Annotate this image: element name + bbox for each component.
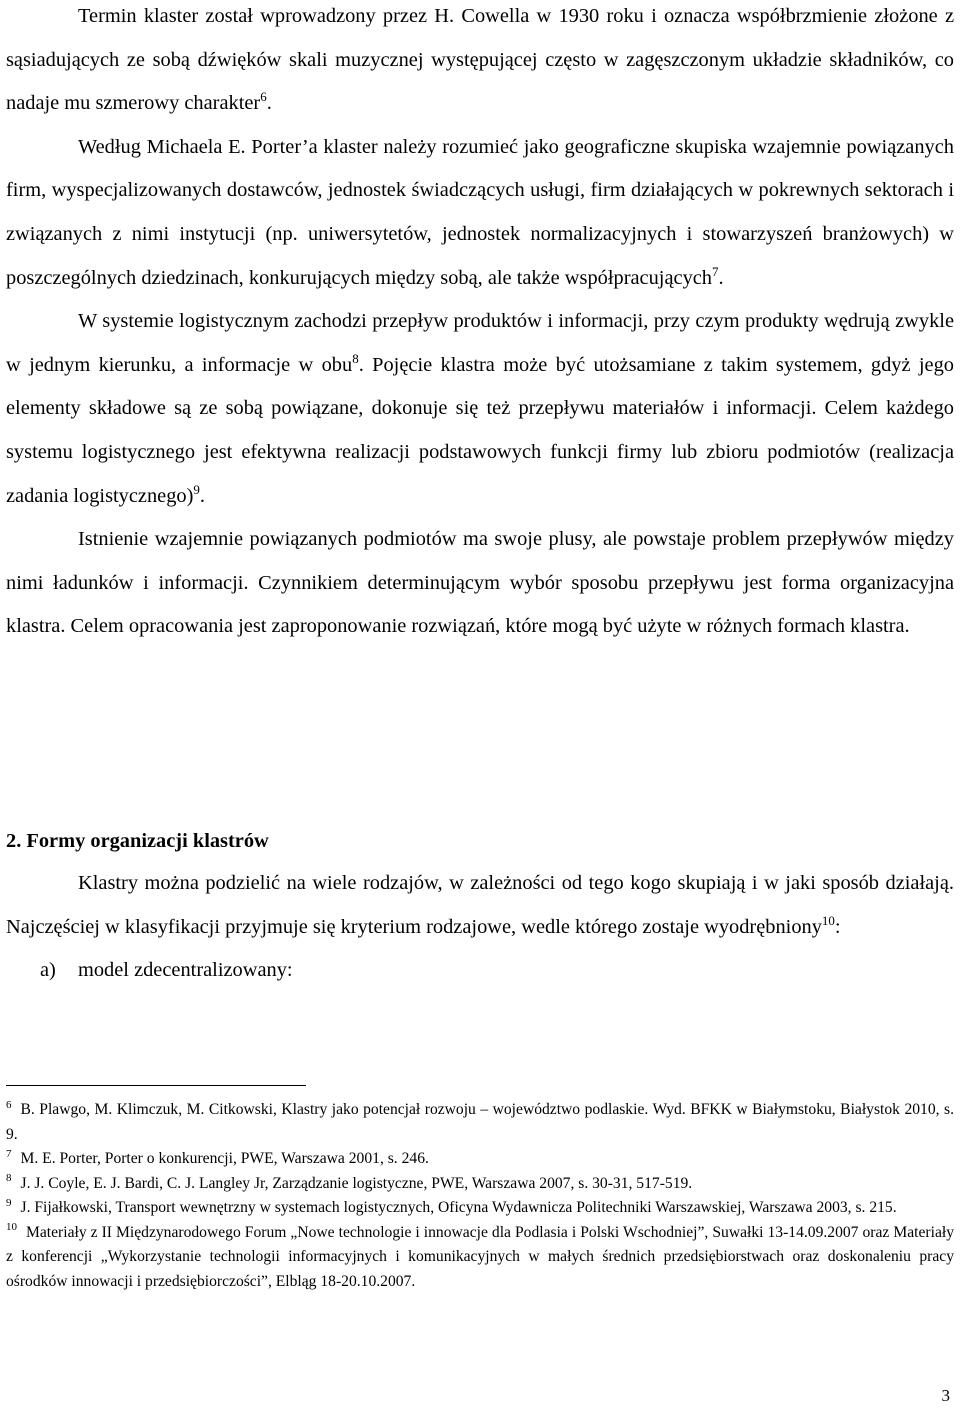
paragraph <box>6 862 954 949</box>
footnotes <box>6 1098 954 1294</box>
paragraph-text: W systemie logistycznym zachodzi przepływ produktów i informacji, przy czym produkty wędrują zwykle w jednym kierunku, a informacje w obu <box>6 310 954 376</box>
section-heading: 2. Formy organizacji klastrów <box>6 830 269 852</box>
footnote <box>6 1196 954 1221</box>
footnote-ref[interactable]: 8 <box>352 350 359 366</box>
footnote-ref[interactable]: 10 <box>821 912 835 928</box>
footnote-number: 7 <box>6 1147 12 1160</box>
footnote-text: J. Fijałkowski, Transport wewnętrzny w systemach logistycznych, Oficyna Wydawnicza Politechniki Warszawskiej, Warszawa 2003, s. 215. <box>20 1199 897 1216</box>
list-item-text: model zdecentralizowany: <box>78 959 293 982</box>
footnote-number: 8 <box>6 1172 12 1185</box>
footnote-ref[interactable]: 6 <box>260 89 267 105</box>
footnote-separator <box>6 1085 306 1086</box>
footnote-text: Materiały z II Międzynarodowego Forum „Nowe technologie i innowacje dla Podlasia i Polski Wschodniej”, Suwałki 13-14.09.2007 oraz Materiały z konferencji „Wykorzystanie technologii informacyjnych i komunikacyjnych w małych średnich przedsiębiorstwach oraz doskonaleniu pracy ośrodków innowacji i przedsiębiorczości”, Elbląg 18-20.10.2007. <box>6 1223 954 1290</box>
paragraph-tail: . <box>718 266 724 289</box>
paragraph-tail: . <box>199 484 206 507</box>
paragraph <box>6 126 954 300</box>
paragraph-text: . Pojęcie klastra może być utożsamiane z takim systemem, gdyż jego elementy składowe są ze sobą powiązane, dokonuje się też przepływu materiałów i informacji. Celem każdego systemu logistycznego jest efektywna realizacji podstawowych funkcji firmy lub zbioru podmiotów (realizacja zadania logistycznego) <box>6 353 954 507</box>
footnote-text: M. E. Porter, Porter o konkurencji, PWE, Warszawa 2001, s. 246. <box>20 1150 429 1167</box>
paragraph-text: Istnienie wzajemnie powiązanych podmiotów ma swoje plusy, ale powstaje problem przepływów między nimi ładunków i informacji. Czynnikiem determinującym wybór sposobu przepływu jest forma organizacyjna klastra. Celem opracowania jest zaproponowanie rozwiązań, które mogą być użyte w różnych formach klastra. <box>6 528 954 638</box>
footnote-number: 9 <box>6 1196 12 1209</box>
paragraph <box>6 0 954 126</box>
footnote <box>6 1172 954 1197</box>
paragraph-text: Klastry można podzielić na wiele rodzajów, w zależności od tego kogo skupiają i w jaki sposób działają. Najczęściej w klasyfikacji przyjmuje się kryterium rodzajowe, wedle którego zostaje wyodrębniony <box>6 872 954 938</box>
footnote <box>6 1147 954 1172</box>
body-text <box>6 0 954 649</box>
footnote-text: J. J. Coyle, E. J. Bardi, C. J. Langley Jr, Zarządzanie logistyczne, PWE, Warszawa 2007, s. 30-31, 517-519. <box>20 1174 693 1192</box>
footnote-number: 10 <box>6 1221 17 1234</box>
footnote <box>6 1098 954 1147</box>
paragraph-text: Według Michaela E. Porter’a klaster należy rozumieć jako geograficzne skupiska wzajemnie powiązanych firm, wyspecjalizowanych dostawców, jednostek świadczących usługi, firm działających w pokrewnych sektorach i związanych z nimi instytucji (np. uniwersytetów, jednostek normalizacyjnych i stowarzyszeń branżowych) w poszczególnych dziedzinach, konkurujących między sobą, ale także współpracujących <box>6 135 954 289</box>
paragraph <box>6 518 954 649</box>
footnote-ref[interactable]: 7 <box>712 263 719 279</box>
footnote <box>6 1221 954 1295</box>
page-number: 3 <box>941 1386 950 1405</box>
footnote-number: 6 <box>6 1098 12 1111</box>
footnote-text: B. Plawgo, M. Klimczuk, M. Citkowski, Klastry jako potencjał rozwoju – województwo podlaskie. Wyd. BFKK w Białymstoku, Białystok 2010, s. 9. <box>6 1101 954 1143</box>
footnote-ref[interactable]: 9 <box>193 481 200 497</box>
paragraph-tail: . <box>266 92 272 115</box>
paragraph-text: Termin klaster został wprowadzony przez H. Cowella w 1930 roku i oznacza współbrzmienie złożone z sąsiadujących ze sobą dźwięków skali muzycznej występującej często w zagęszczonym układzie składników, co nadaje mu szmerowy charakter <box>6 5 954 115</box>
paragraph <box>6 300 954 518</box>
list-item <box>6 949 954 993</box>
section-text <box>6 862 954 993</box>
list-marker: a) <box>40 959 56 982</box>
paragraph-tail: : <box>834 915 841 938</box>
